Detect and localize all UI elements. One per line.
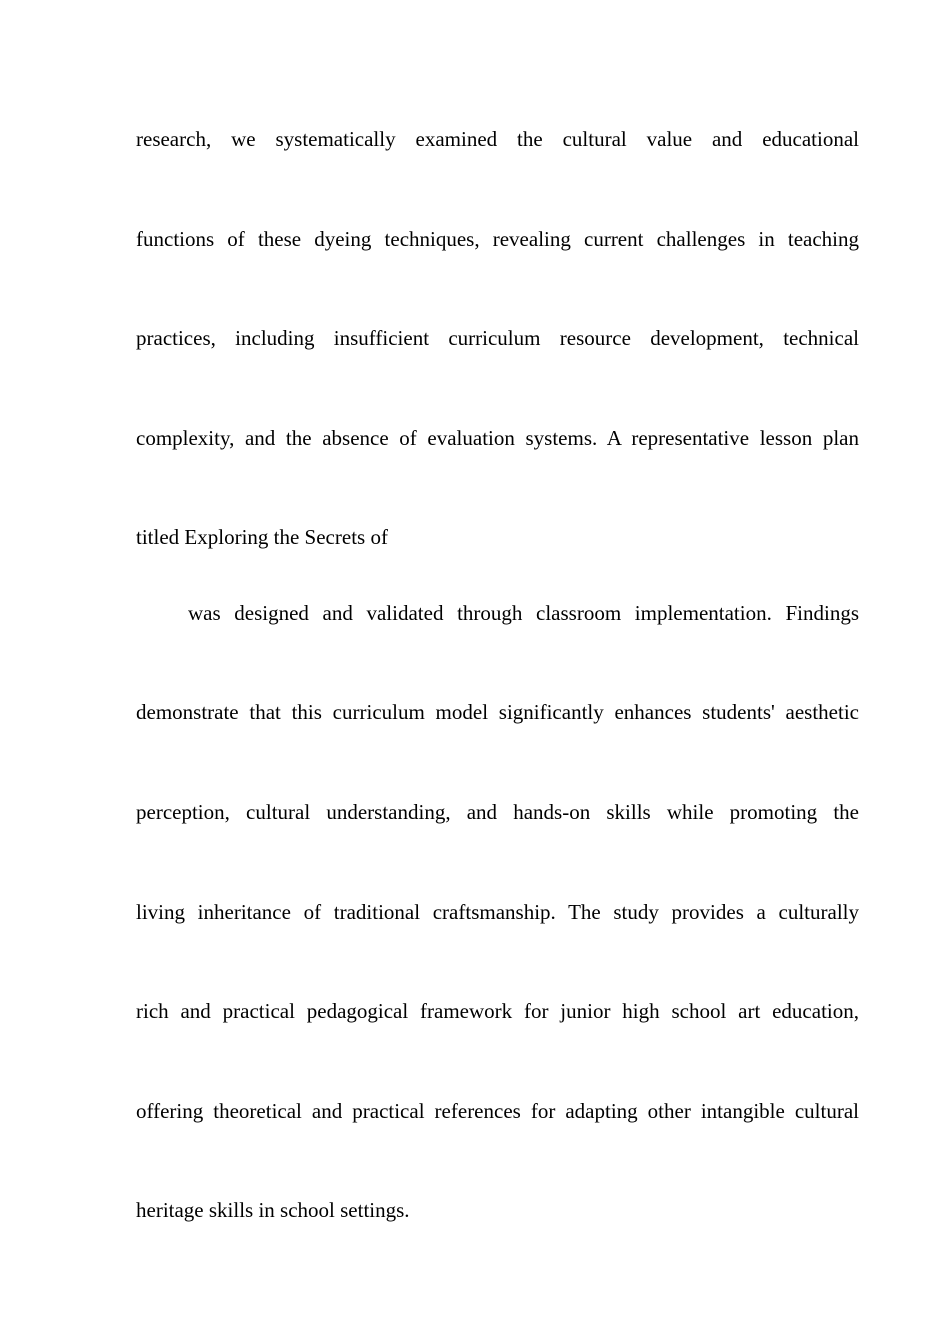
text-line: perception, cultural understanding, and hands-on skills while promoting the — [136, 800, 859, 824]
text-line: heritage skills in school settings. — [136, 1198, 410, 1222]
text-line: offering theoretical and practical references for adapting other intangible cultural — [136, 1099, 859, 1123]
text-line: demonstrate that this curriculum model significantly enhances students' aesthetic — [136, 700, 859, 724]
text-line: was designed and validated through classroom implementation. Findings — [188, 601, 859, 625]
text-line: rich and practical pedagogical framework for junior high school art education, — [136, 999, 859, 1023]
text-line: functions of these dyeing techniques, revealing current challenges in teaching — [136, 227, 859, 251]
text-line: practices, including insufficient curriculum resource development, technical — [136, 326, 859, 350]
text-line: living inheritance of traditional craftsmanship. The study provides a culturally — [136, 900, 859, 924]
text-line: complexity, and the absence of evaluation systems. A representative lesson plan — [136, 426, 859, 450]
text-line: research, we systematically examined the cultural value and educational — [136, 127, 859, 151]
text-line: titled Exploring the Secrets of — [136, 525, 388, 549]
